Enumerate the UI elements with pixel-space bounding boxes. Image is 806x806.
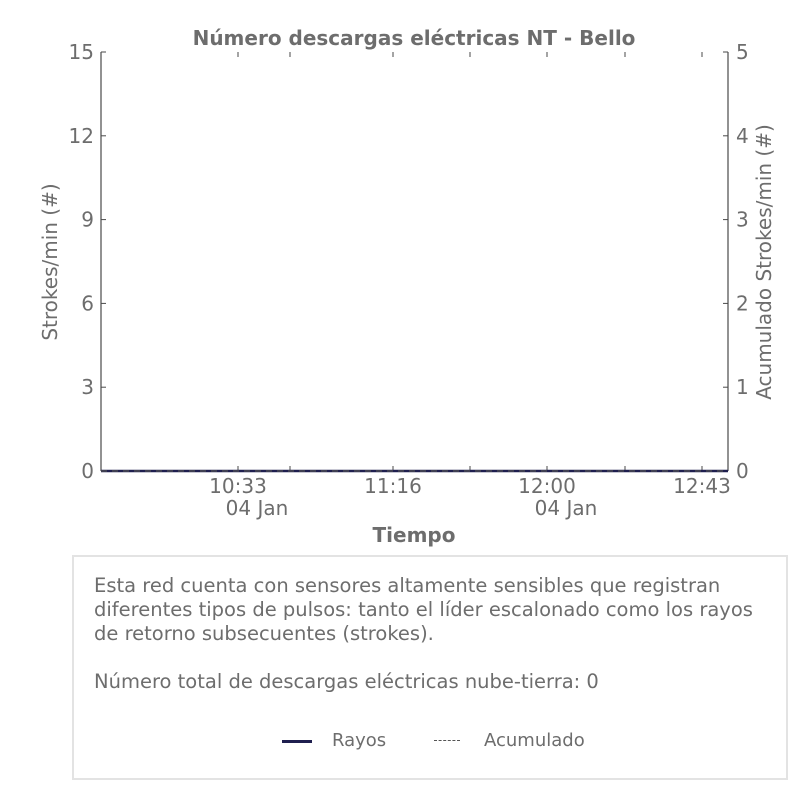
legend-label-rayos: Rayos — [332, 730, 387, 751]
y-tick-label: 9 — [81, 207, 94, 232]
y-axis-label: Strokes/min (#) — [38, 183, 62, 341]
y-axis-label-right: Acumulado Strokes/min (#) — [752, 124, 776, 400]
x-tick-sublabel: 04 Jan — [225, 496, 289, 520]
y-tick-label: 15 — [68, 40, 94, 64]
x-tick-label: 12:00 — [518, 474, 576, 498]
y-tick-label: 6 — [81, 291, 94, 316]
y-tick-label: 0 — [81, 459, 94, 483]
x-tick-label: 12:43 — [673, 474, 731, 498]
x-tick-sublabel: 04 Jan — [534, 496, 598, 520]
y-right-tick-label: 3 — [736, 207, 749, 232]
info-description: Esta red cuenta con sensores altamente sensibles que registran diferentes tipos de pulsos: tanto el líder escalonado como los rayos de retorno subsecuentes (strokes). — [94, 574, 753, 645]
y-tick-label: 12 — [68, 123, 94, 148]
legend-label-acumulado: Acumulado — [484, 730, 585, 751]
x-tick-label: 11:16 — [364, 474, 422, 498]
chart-title: Número descargas eléctricas NT - Bello — [192, 26, 636, 50]
y-right-tick-label: 4 — [736, 123, 749, 148]
y-right-tick-label: 1 — [736, 375, 749, 400]
x-tick-label: 10:33 — [209, 474, 267, 498]
legend-item-acumulado — [434, 729, 614, 753]
info-total-strikes: Número total de descargas eléctricas nube-tierra: 0 — [94, 670, 599, 693]
y-right-tick-label: 0 — [736, 459, 749, 483]
legend-item-rayos — [282, 729, 422, 753]
y-right-tick-label: 5 — [736, 40, 749, 64]
info-box — [72, 555, 788, 780]
legend-line-dashed — [434, 740, 460, 741]
legend-line-solid — [282, 740, 312, 743]
legend — [74, 729, 786, 753]
x-axis-label: Tiempo — [372, 523, 456, 547]
y-tick-label: 3 — [81, 375, 94, 400]
y-right-tick-label: 2 — [736, 291, 749, 316]
